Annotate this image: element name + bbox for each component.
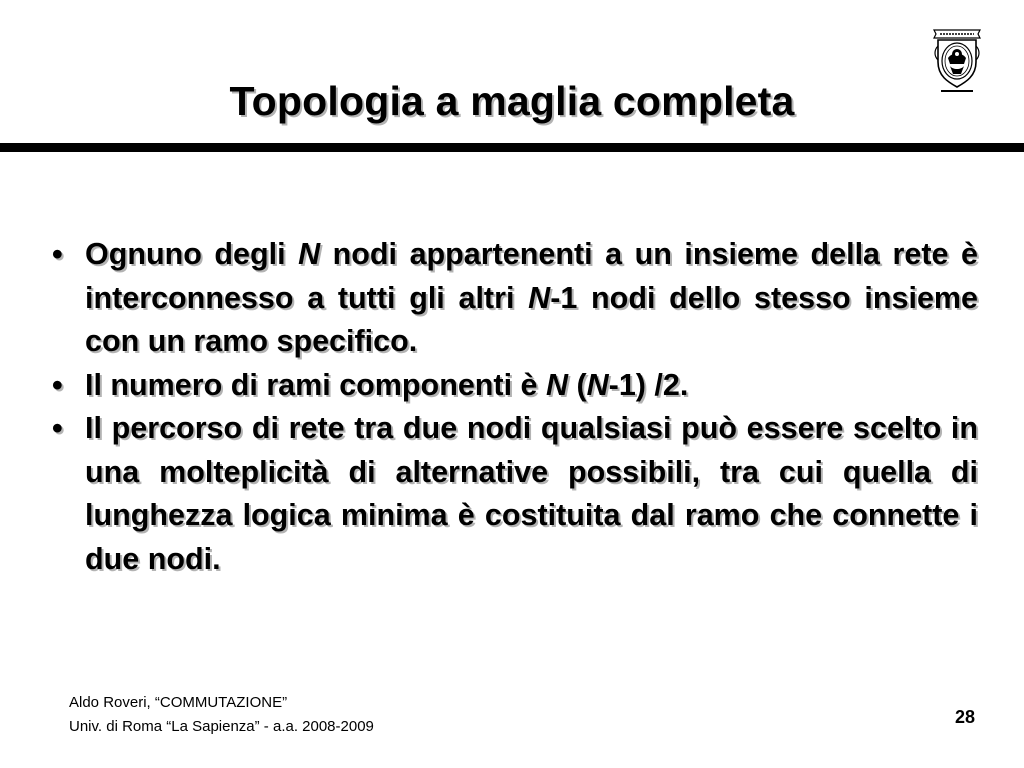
bullet-item-number-of-branches: [52, 364, 978, 408]
bullet-text: [85, 233, 978, 364]
variable-n: N: [586, 367, 609, 402]
bullet-text: [85, 364, 978, 408]
text-segment: Ognuno degli: [85, 237, 299, 271]
text-segment: Il percorso di rete tra due nodi qualsiasi può essere scelto in una molteplicità di alternative possibili, tra cui quella di lunghezza logica minima è costituita dal ramo che connette i due nodi.: [85, 411, 978, 576]
variable-n: N: [528, 280, 551, 315]
text-segment: nodi appartenenti a un insieme della rete è interconnesso a tutti gli altri: [85, 237, 978, 315]
bullet-text: [85, 407, 978, 581]
slide-title: Topologia a maglia completa: [229, 78, 795, 124]
footer-author: Aldo Roveri, “COMMUTAZIONE”: [69, 694, 288, 711]
bullet-marker: •: [52, 411, 63, 445]
variable-n: N: [545, 367, 568, 402]
university-seal-icon: [928, 24, 986, 94]
bullet-item-path-selection: [52, 407, 978, 581]
title-divider: [0, 143, 1024, 152]
footer-institution: Univ. di Roma “La Sapienza” - a.a. 2008-2009: [69, 718, 374, 735]
text-segment: (: [568, 367, 587, 402]
bullet-marker: •: [52, 367, 63, 402]
text-segment: -1) /2.: [608, 367, 689, 402]
bullet-item-full-mesh-definition: [52, 233, 978, 364]
text-segment: Il numero di rami componenti è: [85, 367, 546, 402]
page-number: 28: [955, 707, 976, 727]
variable-n: N: [298, 237, 321, 271]
university-seal-logo: [928, 24, 986, 94]
footer-credits: [69, 691, 374, 739]
bullet-marker: •: [52, 237, 63, 271]
bullet-list: [52, 233, 978, 581]
text-segment: -1 nodi dello stesso insieme con un ramo specifico.: [85, 280, 978, 358]
